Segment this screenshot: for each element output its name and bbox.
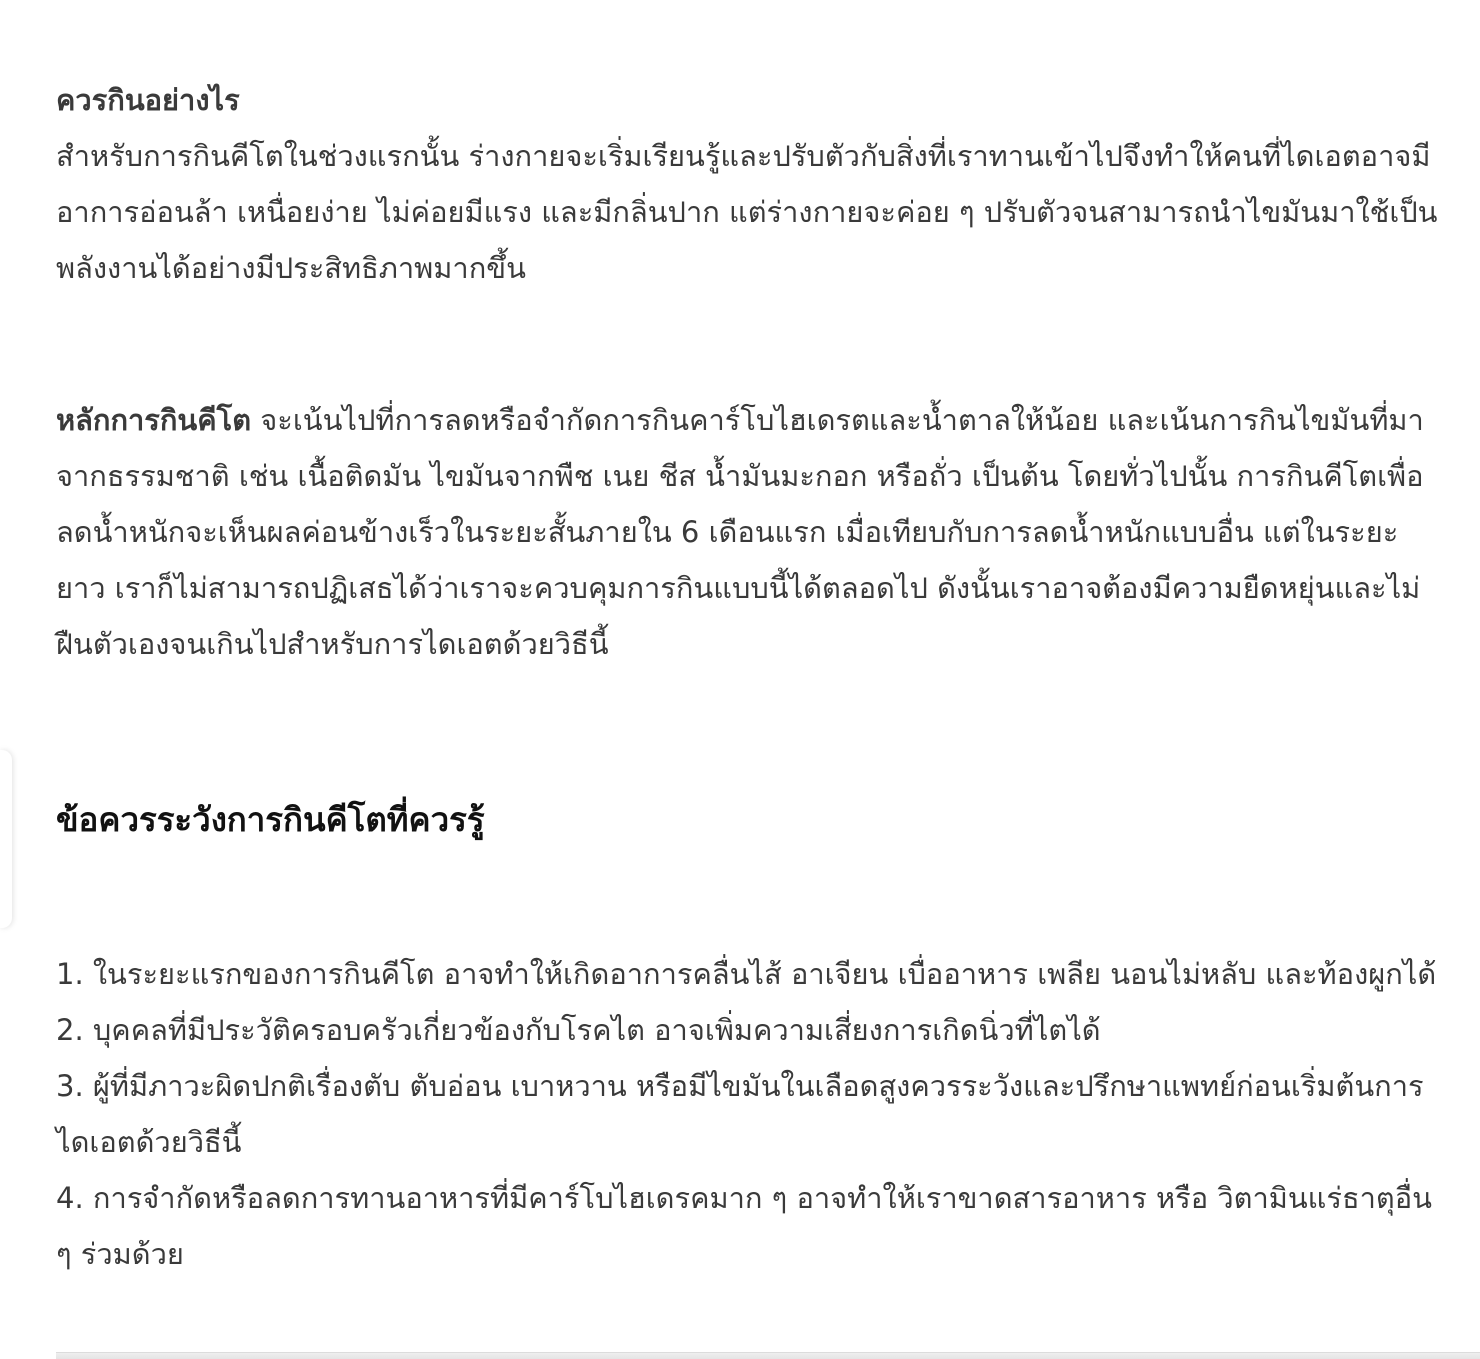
keto-principles-text: จะเน้นไปที่การลดหรือจำกัดการกินคาร์โบไฮเดรตและน้ำตาลให้น้อย และเน้นการกินไขมันที่มาจากธรรมชาติ เช่น เนื้อติดมัน ไขมันจากพืช เนย ชีส น้ำมันมะกอก หรือถั่ว เป็นต้น โดยทั่วไปนั้น การกินคีโตเพื่อลดน้ำหนักจะเห็นผลค่อนข้างเร็วในระยะสั้นภายใน 6 เดือนแรก เมื่อเทียบกับการลดน้ำหนักแบบอื่น แต่ในระยะยาว เราก็ไม่สามารถปฏิเสธได้ว่าเราจะควบคุมการกินแบบนี้ได้ตลอดไป ดังนั้นเราอาจต้องมีความยืดหยุ่นและไม่ฝืนตัวเองจนเกินไปสำหรับการไดเอตด้วยวิธีนี้ — [56, 403, 1424, 661]
list-item: 3. ผู้ที่มีภาวะผิดปกติเรื่องตับ ตับอ่อน เบาหวาน หรือมีไขมันในเลือดสูงควรระวังและปรึกษาแพทย์ก่อนเริ่มต้นการไดเอตด้วยวิธีนี้ — [56, 1069, 1424, 1159]
how-to-eat-paragraph — [56, 72, 1441, 296]
cautions-list — [56, 946, 1441, 1282]
keto-principles-lead: หลักการกินคีโต — [56, 403, 252, 437]
side-floating-tab[interactable] — [0, 750, 12, 928]
how-to-eat-text: สำหรับการกินคีโตในช่วงแรกนั้น ร่างกายจะเริ่มเรียนรู้และปรับตัวกับสิ่งที่เราทานเข้าไปจึงทำให้คนที่ไดเอตอาจมีอาการอ่อนล้า เหนื่อยง่าย ไม่ค่อยมีแรง และมีกลิ่นปาก แต่ร่างกายจะค่อย ๆ ปรับตัวจนสามารถนำไขมันมาใช้เป็นพลังงานได้อย่างมีประสิทธิภาพมากขึ้น — [56, 139, 1438, 285]
cautions-heading: ข้อควรระวังการกินคีโตที่ควรรู้ — [56, 800, 485, 839]
list-item: 4. การจำกัดหรือลดการทานอาหารที่มีคาร์โบไฮเดรคมาก ๆ อาจทำให้เราขาดสารอาหาร หรือ วิตามินแร่ธาตุอื่น ๆ ร่วมด้วย — [56, 1181, 1432, 1271]
article-body — [56, 72, 1441, 1282]
keto-principles-paragraph — [56, 392, 1441, 672]
list-item: 1. ในระยะแรกของการกินคีโต อาจทำให้เกิดอาการคลื่นไส้ อาเจียน เบื่ออาหาร เพลีย นอนไม่หลับ และท้องผูกได้ — [56, 957, 1437, 991]
list-item: 2. บุคคลที่มีประวัติครอบครัวเกี่ยวข้องกับโรคไต อาจเพิ่มความเสี่ยงการเกิดนิ่วที่ไตได้ — [56, 1013, 1101, 1047]
how-to-eat-heading: ควรกินอย่างไร — [56, 83, 240, 117]
